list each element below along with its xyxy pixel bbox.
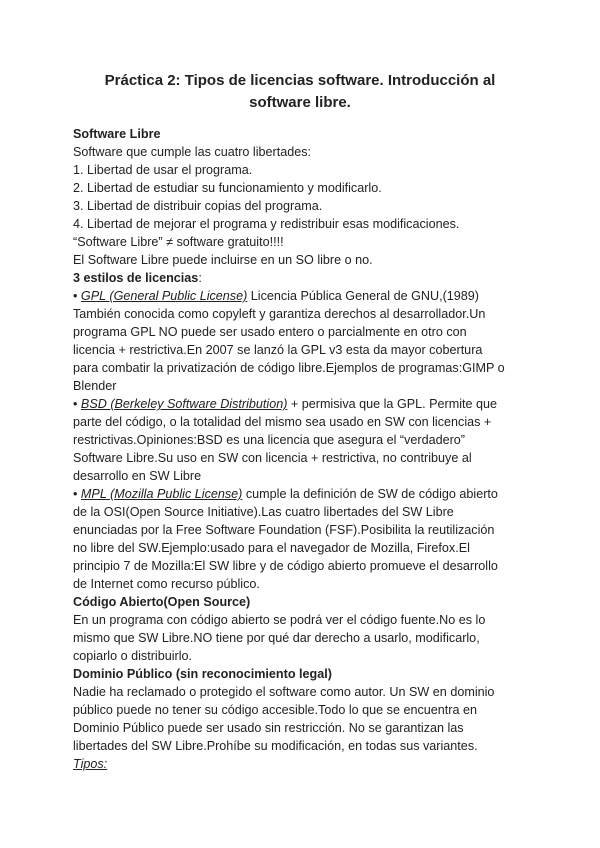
freedom-item: 3. Libertad de distribuir copias del programa. [73,199,323,213]
paragraph-line: “Software Libre” ≠ software gratuito!!!! [73,235,284,249]
estilos-heading-text: 3 estilos de licencias [73,271,199,285]
paragraph-line: de Internet como recurso público. [73,577,260,591]
paragraph-line: copiarlo o distribuirlo. [73,649,192,663]
section-heading-software-libre: Software Libre [73,127,161,141]
section-heading-codigo-abierto: Código Abierto(Open Source) [73,595,251,609]
estilos-heading-colon: : [198,271,202,285]
freedom-item: 1. Libertad de usar el programa. [73,163,253,177]
paragraph-line: Dominio Público puede ser usado sin restricción. No se garantizan las [73,721,464,735]
paragraph-line: En un programa con código abierto se podrá ver el código fuente.No es lo [73,613,486,627]
license-name-bsd: BSD (Berkeley Software Distribution) [80,397,288,411]
bullet: • [73,289,81,303]
paragraph-line: El Software Libre puede incluirse en un SO libre o no. [73,253,373,267]
paragraph-line: desarrollo en SW Libre [73,469,202,483]
freedom-item: 2. Libertad de estudiar su funcionamiento y modificarlo. [73,181,382,195]
document-body [73,125,543,773]
paragraph-line: enunciadas por la Free Software Foundation (FSF).Posibilita la reutilización [73,523,495,537]
paragraph-line: restrictivas.Opiniones:BSD es una licencia que asegura el “verdadero” [73,433,466,447]
paragraph-line: libertades del SW Libre.Prohíbe su modificación, en todas sus variantes. [73,739,478,753]
paragraph-line: Software que cumple las cuatro libertades: [73,145,312,159]
title-line-2: software libre. [249,94,351,111]
paragraph-line: parte del código, o la totalidad del mismo sea usado en SW con licencias + [73,415,492,429]
page-title [60,70,540,114]
paragraph-line: licencia + restrictiva.En 2007 se lanzó la GPL v3 esta da mayor cobertura [73,343,483,357]
license-bsd-line [73,395,543,413]
tipos-subheading [73,755,543,773]
freedom-item: 4. Libertad de mejorar el programa y redistribuir esas modificaciones. [73,217,460,231]
paragraph-line: de la OSI(Open Source Initiative).Las cuatro libertades del SW Libre [73,505,454,519]
license-mpl-line [73,485,543,503]
license-bsd-rest: + permisiva que la GPL. Permite que [287,397,498,411]
paragraph-line: programa GPL NO puede ser usado entero o parcialmente en otro con [73,325,467,339]
license-gpl-line [73,287,543,305]
bullet: • [73,487,81,501]
bullet: • [73,397,81,411]
paragraph-line: para combatir la privatización de código libre.Ejemplos de programas:GIMP o [73,361,505,375]
tipos-label: Tipos: [73,757,108,771]
paragraph-line: Nadie ha reclamado o protegido el software como autor. Un SW en dominio [73,685,495,699]
paragraph-line: mismo que SW Libre.NO tiene por qué dar derecho a usarlo, modificarlo, [73,631,480,645]
license-mpl-rest: cumple la definición de SW de código abierto [242,487,498,501]
license-name-gpl: GPL (General Public License) [80,289,248,303]
paragraph-line: Blender [73,379,117,393]
paragraph-line: Software Libre.Su uso en SW con licencia + restrictiva, no contribuye al [73,451,472,465]
license-gpl-rest: Licencia Pública General de GNU,(1989) [247,289,480,303]
title-line-1: Práctica 2: Tipos de licencias software. Introducción al [104,72,496,89]
license-name-mpl: MPL (Mozilla Public License) [80,487,243,501]
paragraph-line: También conocida como copyleft y garantiza derechos al desarrollador.Un [73,307,486,321]
paragraph-line: no libre del SW.Ejemplo:usado para el navegador de Mozilla, Firefox.El [73,541,470,555]
section-heading-estilos [73,269,543,287]
paragraph-line: principio 7 de Mozilla:El SW libre y de código abierto promueve el desarrollo [73,559,498,573]
section-heading-dominio-publico: Dominio Público (sin reconocimiento legal) [73,667,332,681]
paragraph-line: público puede no tener su código accesible.Todo lo que se encuentra en [73,703,477,717]
